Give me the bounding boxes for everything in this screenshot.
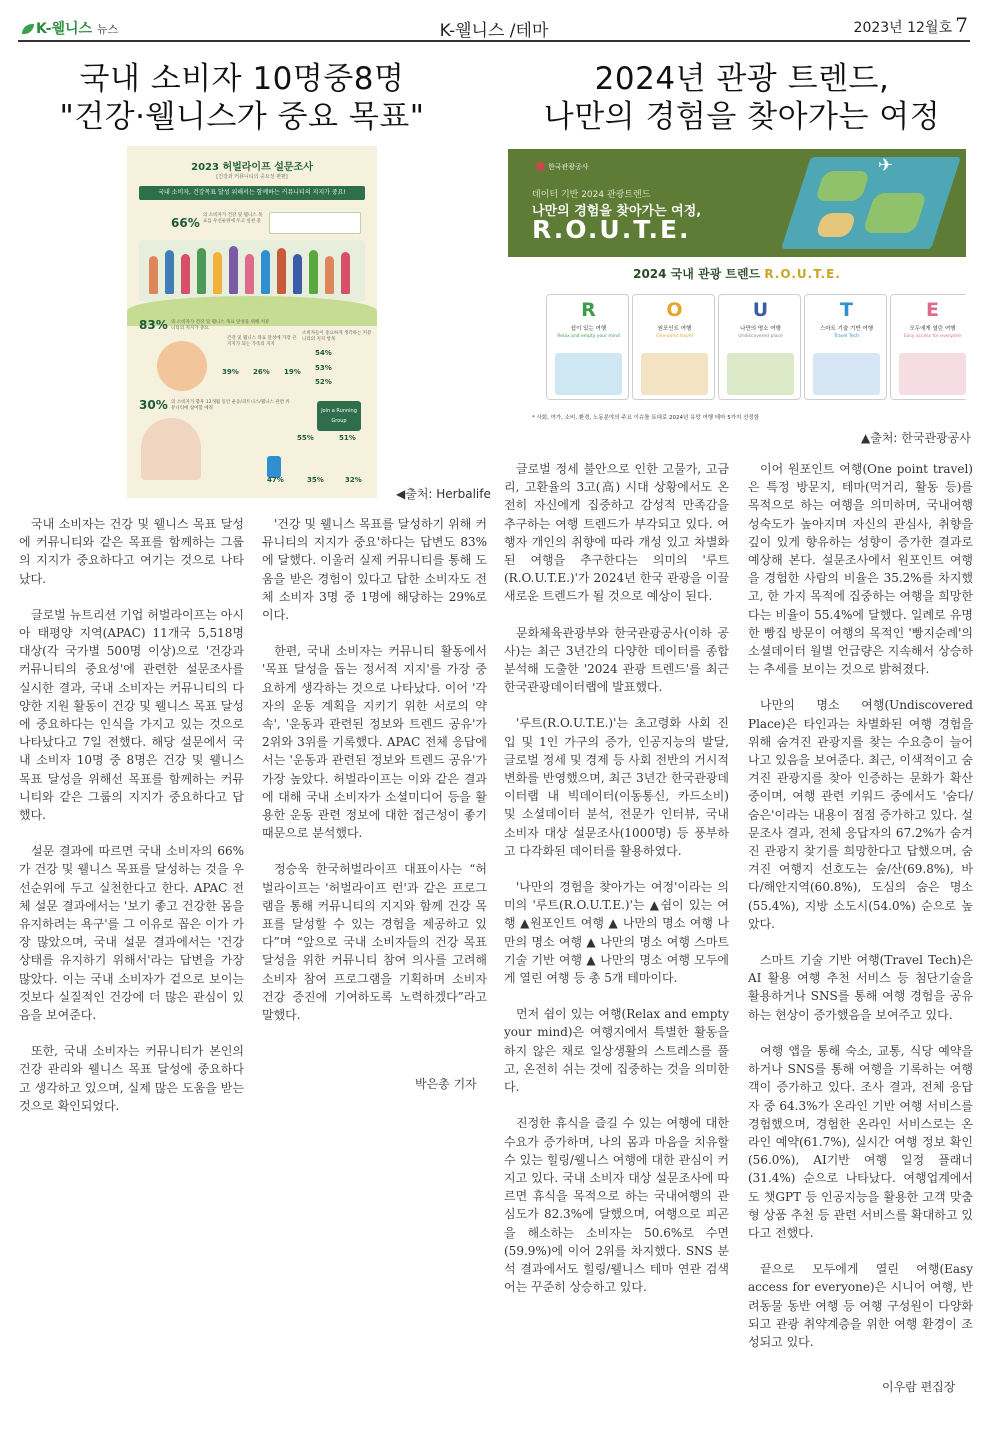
article-paragraph: 이어 원포인트 여행(One point travel)은 특정 방문지, 테마(먹거리, 활동 등)를 목적으로 하는 여행을 의미하며, 국내여행 성숙도가 높아지며 자신의 관심사, 취향을 깊이 있게 향유하는 성향이 증가한 결과로 예상해 본다. 설문조사에서 원포인트 여행을 경험한 사람의 비율은 35.2%를 차지했고, 한 가지 목적에 집중하는 여행을 희망한다는 비율이 55.4%에 달했다. 일례로 유명한 빵집 방문이 여행의 목적인 '빵지순례'의 소셜데이터 월별 언급량은 지속해서 상승하는 추세를 보이는 것으로 밝혀졌다. [748,462,973,677]
stat-53: 53% [315,364,332,372]
article-paragraph: '루트(R.O.U.T.E.)'는 초고령화 사회 진입 및 1인 가구의 증가, 인공지능의 발달, 글로벌 정세 및 경제 등 사회 전반의 거시적 변화를 반영했으며, 최근 3년간 한국관광데이터랩 내 빅데이터(이동통신, 카드소비) 및 소셜데이터 분석, 전문가 인터뷰, 국내 소비자 대상 설문조사(1000명) 등 풍부하고 다각화된 데이터를 활용하였다. [504,716,729,858]
article2-byline: 이우람 편집장 [882,1380,956,1394]
smartphone-illustration [813,353,880,395]
join-running-group-badge: Join a Running Group [317,401,361,431]
route-card-letter: O [666,299,683,321]
infographic-note-box [269,212,361,234]
article-paragraph: 먼저 쉼이 있는 여행(Relax and empty your mind)은 여행지에서 특별한 활동을 하지 않은 채로 일상생활의 스트레스를 풀고, 온전히 쉬는 것에 집중하는 것을 의미한다. [504,1007,729,1095]
stat-66-text: 의 소비자가 건강 및 웰니스 목표를 우선순위에 두고 실천 중 [203,213,263,224]
stat-83: 83% [139,318,168,332]
kto-logo [536,162,589,172]
kto-org-name: 한국관광공사 [548,163,589,171]
route-subtitle-accent: R.O.U.T.E. [764,267,841,281]
stat-83-text: 의 소비자가 건강 및 웰니스 목표 달성을 위해 커뮤니티의 지지가 중요 [171,320,270,331]
woman-illustration [141,418,201,480]
herbalife-infographic [127,146,377,498]
route-card-title: 원포인트 여행 [657,326,692,332]
route-card-letter: E [926,299,939,321]
route-card-t [804,294,887,400]
route-card-title: 모두에게 열린 여행 [909,326,956,332]
route-subtitle-prefix: 2024 국내 관광 트렌드 [633,267,761,281]
article1-column-2 [262,515,487,1042]
issue-date: 2023년 12월호 [853,20,952,36]
route-card-en: Relax and empty your mind [557,334,620,339]
route-card-u [718,294,801,400]
food-illustration [641,353,708,395]
route-card-title: 나만의 명소 여행 [740,326,781,332]
article2-headline-line1: 2024년 관광 트렌드, [594,61,890,97]
stat-52: 52% [315,378,332,386]
article1-headline [22,60,462,136]
stat-55: 55% [297,434,314,442]
article-paragraph: 스마트 기술 기반 여행(Travel Tech)은 AI 활용 여행 추천 서비스 등 첨단기술을 활용하거나 SNS를 통해 여행 경험을 공유하는 현상이 증가했음을 보여주고 있다. [748,953,973,1022]
article1-image-caption: ◀출처: Herbalife [396,487,491,501]
article-paragraph: 글로벌 정세 불안으로 인한 고물가, 고금리, 고환율의 3고(高) 시대 상황에서도 온전히 자신에게 집중하고 감성적 만족감을 추구하는 여행 트렌드가 부각되고 있다. 여행자 개인의 취향에 따라 개성 있고 차별화된 여행을 추구한다는 의미의 '루트(R.O.U.T.E.)'가 2024년 한국 관광을 이끌 새로운 트렌드가 될 것으로 예상이 된다. [504,462,729,604]
stat-35: 35% [307,476,324,484]
route-banner-big: 나만의 경험을 찾아가는 여정, [532,204,702,219]
route-card-e [890,294,966,400]
route-trend-image [508,149,966,429]
people-illustration [157,341,207,391]
infographic-band: 국내 소비자, 건강목표 달성 위해서는 함께하는 커뮤니티의 지지가 중요! [139,186,365,200]
stat-30: 30% [139,398,168,412]
article1-headline-line2: "건강·웰니스가 중요 목표" [59,99,425,135]
runners-illustration [139,240,365,302]
route-card-r [546,294,629,400]
stat-32: 32% [345,476,362,484]
route-banner-route: R.O.U.T.E. [532,215,691,244]
stat-30-text: 의 소비자가 향후 12개월 동안 운동/피트니스/웰니스 관련 커뮤니티에 참여할 예정 [171,400,290,411]
route-card-letter: U [752,299,769,321]
stat-19: 19% [284,368,301,376]
infographic-question-2: 소비자들이 중요하게 생각하는 커뮤니티의 지지 항목 [302,331,372,342]
route-card-en: Travel Tech [834,334,859,339]
beach-illustration [555,353,622,395]
infographic-subtitle: [건강과 커뮤니티의 중요성 편편] [216,174,288,180]
route-card-o [632,294,715,400]
route-footnote: * 사회, 여가, 소비, 환경, 노동분야의 주요 이슈를 토대로 2024년 유망 여행 테마 5가지 선정함 [532,415,760,421]
brand-sub: 뉴스 [96,23,119,36]
family-illustration [899,353,966,395]
phone-icon [267,456,281,478]
article-paragraph: '건강 및 웰니스 목표를 달성하기 위해 커뮤니티의 지지가 중요'하다는 답변도 83%에 달했다. 이울러 실제 커뮤니티를 통해 도움을 받은 경험이 있다고 답한 소비자도 전체 소비자 3명 중 1명에 해당하는 29%로 이다. [262,517,487,623]
infographic-question-1: 건강 및 웰니스 목표 달성에 가장 큰 지지가 되는 가족의 지지 [227,336,297,347]
route-card-letter: T [840,299,853,321]
article-paragraph: 국내 소비자는 건강 및 웰니스 목표 달성에 커뮤니티와 같은 목표를 함께하는 그룹의 지지가 중요하다고 여기는 것으로 나타났다. [19,517,244,586]
route-card-title: 스마트 기술 기반 여행 [819,326,874,332]
brand-name: K-웰니스 [36,21,93,37]
article2-column-1 [504,460,729,1314]
section-title: K-웰니스 /테마 [439,21,549,41]
airplane-icon: ✈ [878,155,894,176]
route-card-title: 쉼이 있는 여행 [570,326,607,332]
article-paragraph: 진정한 휴식을 즐길 수 있는 여행에 대한 수요가 증가하며, 나의 몸과 마음을 치유할 수 있는 힐링/웰니스 여행에 대한 관심이 커지고 있다. 국내 소비자 대상 설문조사에 따르면 휴식을 목적으로 하는 국내여행의 관심도가 82.3%에 달했으며, 여행으로 피곤을 해소하는 소비자는 50.6%로 수면(59.9%)에 이어 2위를 차지했다. SNS 분석 결과에서도 힐링/웰니스 테마 연관 검색어는 꾸준히 상승하고 있다. [504,1116,729,1295]
article1-byline: 박은총 기자 [415,1077,477,1091]
route-card-en: One-point travel [656,334,693,339]
route-card-en: Easy access for everyone [903,334,962,339]
route-card-letter: R [581,299,596,321]
article1-column-1 [19,515,244,1133]
article-paragraph: 한편, 국내 소비자는 커뮤니티 활동에서 '목표 달성을 돕는 정서적 지지'를 가장 중요하게 생각하는 것으로 나타났다. 이어 '각자의 운동 계획을 지키기 위한 서로의 약속', '운동과 관련된 정보와 트렌드 공유'가 2위와 3위를 기록했다. APAC 전체 응답에서는 '운동과 관련된 정보와 트렌드 공유'가 가장 높았다. 허벌라이프는 이와 같은 결과에 대해 국내 소비자가 소셜미디어 등을 활용한 운동 관련 정보에 대한 접근성이 좋기 때문으로 분석했다. [262,644,487,841]
article2-column-2 [748,460,973,1369]
stat-66: 66% [171,216,200,230]
article-paragraph: 또한, 국내 소비자는 커뮤니티가 본인의 건강 관리와 웰니스 목표 달성에 중요하다고 생각하고 있으며, 실제 많은 도움을 받는 것으로 확인되었다. [19,1044,244,1113]
article-paragraph: 글로벌 뉴트리션 기업 허벌라이프는 아시아 태평양 지역(APAC) 11개국 5,518명 대상(각 국가별 500명 이상)으로 '건강과 커뮤니티의 중요성'에 관련한 설문조사를 실시한 결과, 국내 소비자는 커뮤니티의 다양한 지원 활동이 건강 및 웰니스 목표 달성에 중요하다는 인식을 가지고 있는 것으로 나타났다고 7일 전했다. 해당 설문에서 국내 소비자 10명 중 8명은 건강 및 웰니스 목표 달성을 위해선 목표를 함께하는 커뮤니티와 같은 그룹의 지지가 중요하다고 답했다. [19,607,244,823]
travel-map-illustration [781,157,961,249]
stat-39: 39% [222,368,239,376]
article2-image-caption: ▲출처: 한국관광공사 [861,431,971,445]
stat-51: 51% [339,434,356,442]
route-card-en: Undiscovered place [738,334,783,339]
route-banner [508,149,966,257]
stat-26: 26% [253,368,270,376]
camping-illustration [727,353,794,395]
article-paragraph: 나만의 명소 여행(Undiscovered Place)은 타인과는 차별화된 여행 경험을 위해 숨겨진 관광지를 찾는 수요층이 늘어나고 있음을 보여준다. 최근, 이색적이고 숨겨진 관광지를 찾아 인증하는 문화가 확산 중이며, 여행 관련 키워드 중에서도 '숨다/숨은'이라는 내용이 점점 증가하고 있다. 설문조사 결과, 전체 응답자의 67.2%가 숨겨진 관광지 찾기를 희망한다고 답했으며, 숨겨진 여행지 선호도는 숲/산(69.8%), 바다/해안지역(60.8%), 도심의 숨은 명소(55.4%), 지방 소도시(54.0%) 순으로 높았다. [748,698,973,931]
article-paragraph: 정승욱 한국허벌라이프 대표이사는 “허벌라이프는 '허벌라이프 런'과 같은 프로그램을 통해 커뮤니티의 지지와 함께 건강 목표를 달성할 수 있는 경험을 제공하고 있다”며 “앞으로 국내 소비자들의 건강 목표 달성을 위한 커뮤니티 참여 의사를 고려해 소비자 참여 프로그램을 기획하며 소비자 건강 증진에 기여하도록 노력하겠다”라고 말했다. [262,862,487,1023]
page-number: 7 [955,13,968,37]
route-subtitle [508,265,966,282]
infographic-title: 2023 허벌라이프 설문조사 [191,162,313,173]
article-paragraph: 문화체육관광부와 한국관광공사(이하 공사)는 최근 3년간의 다양한 데이터를 종합 분석해 도출한 '2024 관광 트렌드'를 최근 한국관광데이터랩에 발표했다. [504,625,729,695]
route-banner-small: 데이터 기반 2024 관광트렌드 [532,190,651,200]
article-paragraph: 여행 앱을 통해 숙소, 교통, 식당 예약을 하거나 SNS를 통해 여행을 기록하는 여행객이 증가하고 있다. 조사 결과, 전체 응답자 중 64.3%가 온라인 기반 여행 서비스를 경험했으며, 경험한 온라인 서비스로는 온라인 예약(61.7%), 실시간 여행 정보 확인(56.0%), AI기반 여행 일정 플래너(31.4%) 순으로 나타났다. 여행업계에서도 챗GPT 등 인공지능을 활용한 고객 맞춤형 상품 추천 등 관련 서비스를 확대하고 있다고 전했다. [748,1043,973,1240]
article1-headline-line1: 국내 소비자 10명중8명 [79,61,405,97]
article2-headline-line2: 나만의 경험을 찾아가는 여정 [543,99,941,135]
masthead [18,14,970,42]
stat-54: 54% [315,349,332,357]
article-paragraph: 끝으로 모두에게 열린 여행(Easy access for everyone)은 시니어 여행, 반려동물 동반 여행 등 여행 구성원이 다양화되고 관광 취약계층을 위한 여행 환경이 조성되고 있다. [748,1262,973,1349]
stat-47: 47% [267,476,284,484]
article-paragraph: 설문 결과에 따르면 국내 소비자의 66%가 건강 및 웰니스 목표를 달성하는 것을 우선순위에 두고 실천한다고 한다. APAC 전체 설문 결과에서는 '보기 좋고 건강한 몸을 유지하려는 욕구'를 그 이유로 꼽은 이가 가장 많았으며, 국내 설문 결과에서는 '건강 상태를 유지하기 위해서'라는 답변을 가장 많았다. 이는 국내 소비자가 겉으로 보이는 것보다 실질적인 건강에 더 많은 관심이 있음을 보여준다. [19,844,244,1023]
article2-headline [508,60,976,136]
kto-logo-icon [536,162,545,171]
article-paragraph: '나만의 경험을 찾아가는 여정'이라는 의미의 '루트(R.O.U.T.E.)'는 ▲쉼이 있는 여행 ▲원포인트 여행 ▲ 나만의 명소 여행 나만의 명소 여행 ▲ 나만의 명소 여행 스마트 기술 기반 여행 ▲ 나만의 명소 여행 모두에게 열린 여행 등 총 5개 테마이다. [504,880,729,986]
